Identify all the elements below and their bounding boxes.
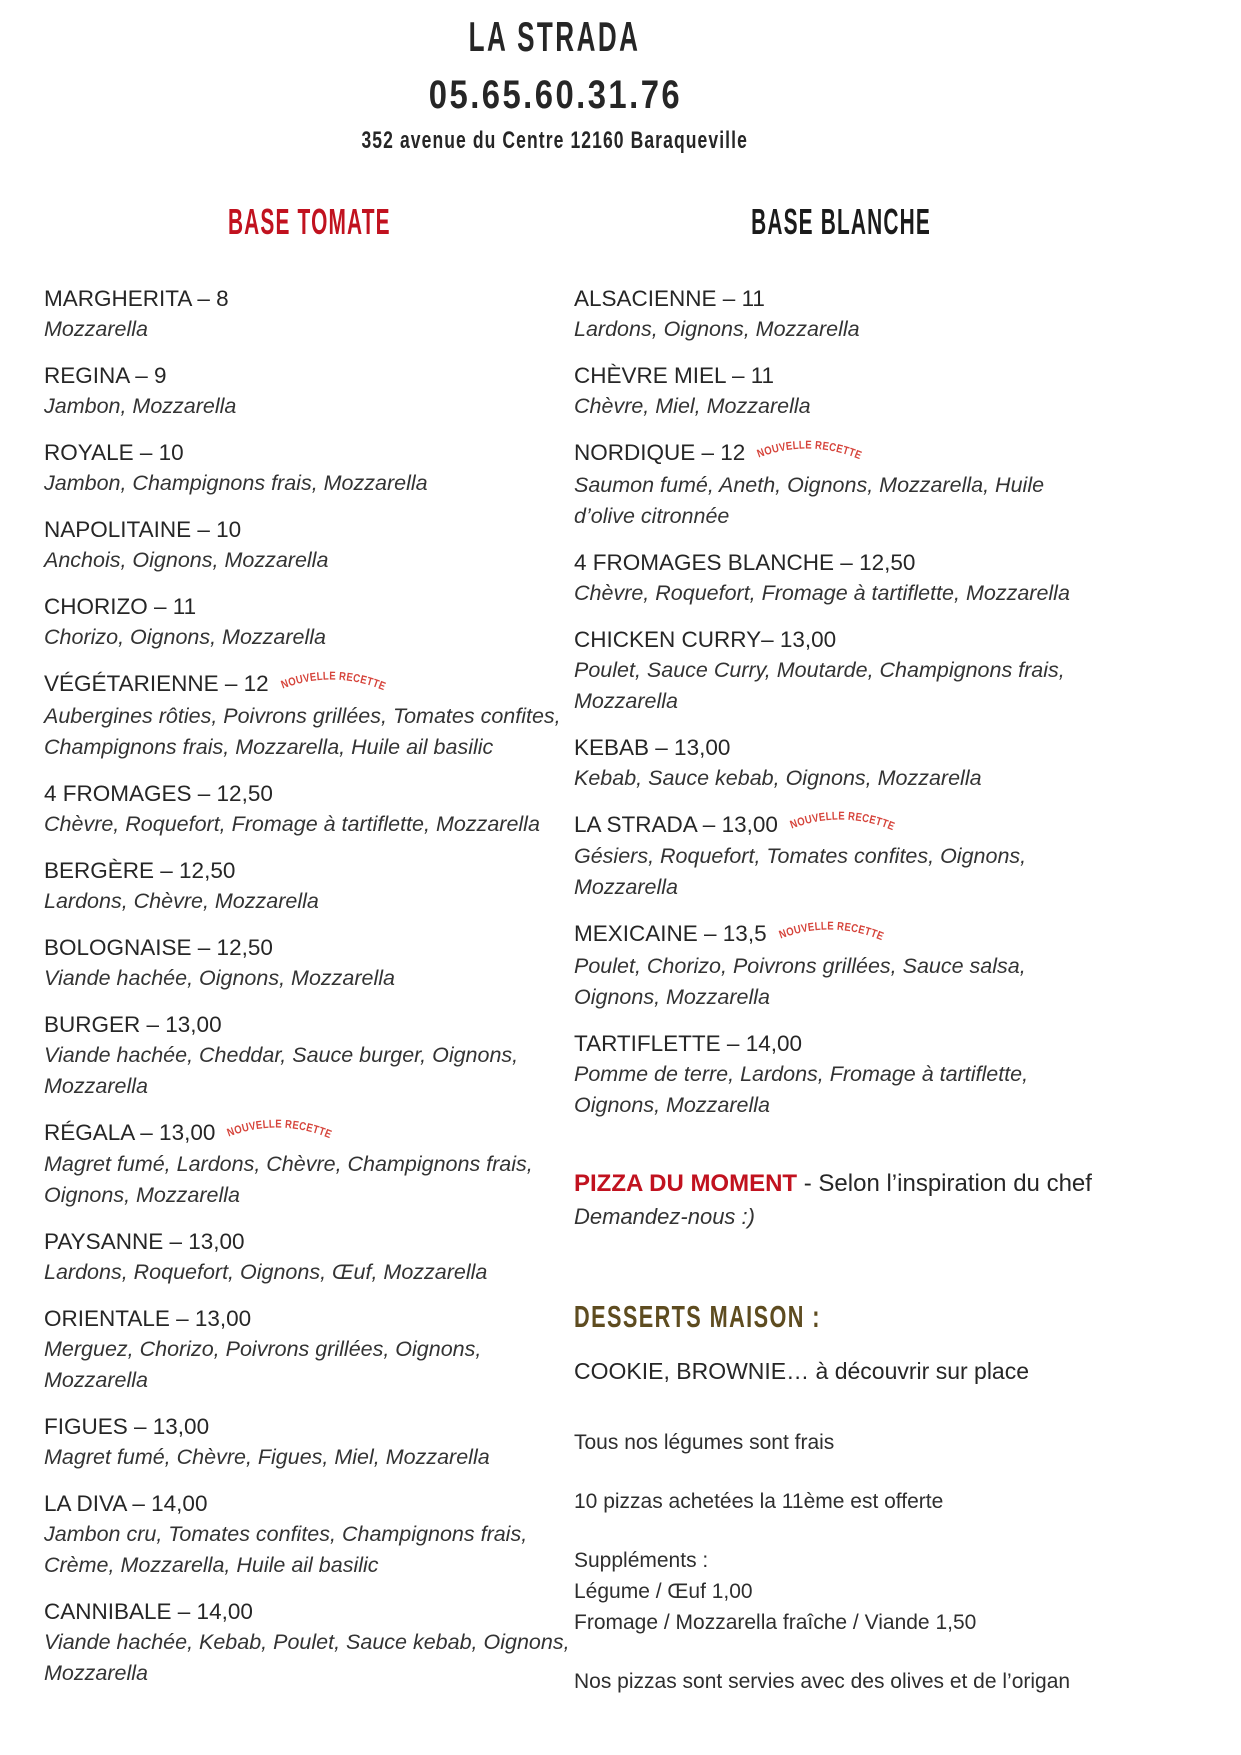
item-title	[44, 1009, 574, 1040]
item-ingredients: Gésiers, Roquefort, Tomates confites, Oignons, Mozzarella	[574, 844, 1027, 900]
menu-item	[574, 437, 1109, 532]
item-name-price: ROYALE – 10	[44, 440, 184, 465]
note-line: Légume / Œuf 1,00	[574, 1579, 753, 1603]
item-name-price: BURGER – 13,00	[44, 1011, 222, 1037]
item-name-price: LA STRADA – 13,00	[574, 811, 778, 837]
menu-item	[574, 624, 1109, 717]
item-name-price: PAYSANNE – 13,00	[44, 1229, 245, 1255]
item-name-price: FIGUES – 13,00	[44, 1414, 210, 1440]
note-line: Tous nos légumes sont frais	[574, 1430, 835, 1454]
item-ingredients: Chèvre, Miel, Mozzarella	[574, 394, 811, 418]
item-ingredients: Lardons, Roquefort, Oignons, Œuf, Mozzarella	[44, 1260, 488, 1285]
item-ingredients: Poulet, Chorizo, Poivrons grillées, Sauce salsa, Oignons, Mozzarella	[574, 953, 1026, 1009]
new-recipe-badge	[279, 665, 392, 696]
item-ingredients: Magret fumé, Chèvre, Figues, Miel, Mozzarella	[44, 1445, 490, 1470]
pizza-du-moment-line	[574, 1167, 1109, 1200]
item-ingredients: Pomme de terre, Lardons, Fromage à tartiflette, Oignons, Mozzarella	[574, 1061, 1029, 1117]
column-heading-base-tomate	[44, 201, 574, 245]
item-name-price: 4 FROMAGES BLANCHE – 12,50	[574, 549, 916, 575]
item-title	[44, 283, 574, 314]
item-title	[44, 437, 574, 468]
item-title	[44, 855, 574, 886]
menu-item	[574, 918, 1109, 1013]
svg-text:NOUVELLE RECETTE: NOUVELLE RECETTE	[777, 920, 886, 944]
item-title	[44, 591, 574, 622]
address-row	[0, 127, 1110, 158]
menu-item	[574, 360, 1109, 422]
note-group	[574, 1545, 1109, 1638]
item-ingredients: Viande hachée, Kebab, Poulet, Sauce kebab, Oignons, Mozzarella	[44, 1630, 570, 1686]
base-tomate-items	[44, 283, 574, 1689]
item-title	[44, 1303, 574, 1334]
item-name-price: BOLOGNAISE – 12,50	[44, 934, 273, 960]
new-recipe-badge	[788, 805, 901, 836]
item-title	[44, 668, 574, 701]
item-title	[574, 732, 1109, 763]
restaurant-name: LA STRADA	[469, 13, 641, 60]
footer-notes	[574, 1427, 1109, 1697]
item-title	[574, 809, 1109, 842]
item-ingredients: Lardons, Oignons, Mozzarella	[574, 317, 860, 341]
menu-item	[44, 437, 574, 499]
item-title	[574, 360, 1109, 391]
menu-item	[44, 360, 574, 422]
item-ingredients: Merguez, Chorizo, Poivrons grillées, Oignons, Mozzarella	[44, 1337, 482, 1393]
item-title	[44, 778, 574, 809]
menu-item	[44, 1226, 574, 1288]
base-tomate-column	[44, 201, 574, 1704]
item-title	[44, 1226, 574, 1257]
menu-item	[44, 778, 574, 840]
menu-item	[574, 547, 1109, 609]
item-ingredients: Magret fumé, Lardons, Chèvre, Champignons frais, Oignons, Mozzarella	[44, 1152, 533, 1208]
base-blanche-column	[574, 201, 1109, 1697]
note-group	[574, 1427, 1109, 1458]
item-title	[44, 1596, 574, 1627]
note-line: 10 pizzas achetées la 11ème est offerte	[574, 1489, 944, 1513]
column-heading-base-tomate-label: BASE TOMATE	[227, 201, 391, 242]
menu-item	[44, 1303, 574, 1396]
menu-item	[574, 1028, 1109, 1121]
item-ingredients: Chèvre, Roquefort, Fromage à tartiflette, Mozzarella	[44, 811, 540, 836]
item-ingredients: Poulet, Sauce Curry, Moutarde, Champignons frais, Mozzarella	[574, 657, 1065, 713]
menu-item	[574, 809, 1109, 904]
item-name-price: NORDIQUE – 12	[574, 440, 746, 465]
desserts-heading-label: DESSERTS MAISON :	[574, 1298, 821, 1334]
new-recipe-badge	[755, 434, 868, 465]
item-name-price: CHÈVRE MIEL – 11	[574, 363, 775, 388]
item-title	[574, 624, 1109, 655]
item-name-price: RÉGALA – 13,00	[44, 1119, 216, 1145]
item-name-price: TARTIFLETTE – 14,00	[574, 1030, 802, 1056]
item-name-price: CHICKEN CURRY– 13,00	[574, 626, 837, 652]
svg-text:NOUVELLE RECETTE: NOUVELLE RECETTE	[226, 1118, 335, 1142]
item-ingredients: Kebab, Sauce kebab, Oignons, Mozzarella	[574, 765, 982, 790]
desserts-heading	[574, 1299, 1109, 1339]
restaurant-name-row	[0, 12, 1110, 72]
item-name-price: VÉGÉTARIENNE – 12	[44, 671, 269, 696]
menu-item	[44, 1411, 574, 1473]
menu-item	[44, 932, 574, 994]
item-ingredients: Lardons, Chèvre, Mozzarella	[44, 888, 319, 913]
item-title	[574, 437, 1109, 470]
item-name-price: REGINA – 9	[44, 363, 167, 388]
base-blanche-items	[574, 283, 1109, 1121]
menu-item	[44, 1488, 574, 1581]
item-ingredients: Aubergines rôties, Poivrons grillées, Tomates confites, Champignons frais, Mozzarella, Huile ail basilic	[44, 703, 561, 759]
item-name-price: KEBAB – 13,00	[574, 734, 731, 760]
menu-columns	[0, 201, 1241, 1704]
menu-item	[44, 1596, 574, 1689]
pizza-du-moment	[574, 1167, 1109, 1233]
pizza-du-moment-label: PIZZA DU MOMENT	[574, 1169, 798, 1197]
menu-item	[44, 1009, 574, 1102]
item-ingredients: Viande hachée, Oignons, Mozzarella	[44, 965, 395, 990]
item-ingredients: Jambon, Champignons frais, Mozzarella	[44, 471, 428, 495]
item-name-price: CHORIZO – 11	[44, 594, 197, 619]
item-name-price: MARGHERITA – 8	[44, 286, 229, 311]
address: 352 avenue du Centre 12160 Baraqueville	[361, 127, 749, 154]
pizza-du-moment-text: - Selon l’inspiration du chef	[797, 1169, 1092, 1197]
desserts-line: COOKIE, BROWNIE… à découvrir sur place	[574, 1357, 1030, 1384]
pizza-du-moment-note: Demandez-nous :)	[574, 1203, 755, 1229]
item-ingredients: Viande hachée, Cheddar, Sauce burger, Oignons, Mozzarella	[44, 1042, 519, 1098]
item-ingredients: Saumon fumé, Aneth, Oignons, Mozzarella, Huile d’olive citronnée	[574, 472, 1045, 528]
item-title	[574, 918, 1109, 951]
item-ingredients: Chorizo, Oignons, Mozzarella	[44, 625, 327, 649]
item-title	[44, 1117, 574, 1150]
item-ingredients: Jambon cru, Tomates confites, Champignons frais, Crème, Mozzarella, Huile ail basilic	[44, 1522, 528, 1578]
column-heading-base-blanche	[574, 201, 1109, 245]
note-line: Nos pizzas sont servies avec des olives et de l’origan	[574, 1669, 1071, 1693]
item-name-price: MEXICAINE – 13,5	[574, 921, 767, 947]
item-ingredients: Mozzarella	[44, 317, 148, 341]
new-recipe-badge	[777, 915, 890, 946]
menu-item	[574, 283, 1109, 345]
menu-item	[44, 283, 574, 345]
item-ingredients: Anchois, Oignons, Mozzarella	[44, 548, 329, 572]
phone-row	[0, 72, 1110, 127]
item-title	[44, 360, 574, 391]
new-recipe-badge	[225, 1113, 338, 1144]
svg-text:NOUVELLE RECETTE: NOUVELLE RECETTE	[755, 439, 865, 463]
item-ingredients: Chèvre, Roquefort, Fromage à tartiflette, Mozzarella	[574, 580, 1070, 605]
svg-text:NOUVELLE RECETTE: NOUVELLE RECETTE	[279, 670, 389, 694]
menu-item	[574, 732, 1109, 794]
item-name-price: NAPOLITAINE – 10	[44, 517, 242, 542]
item-name-price: ALSACIENNE – 11	[574, 286, 765, 311]
item-name-price: CANNIBALE – 14,00	[44, 1599, 253, 1625]
menu-item	[44, 514, 574, 576]
menu-item	[44, 591, 574, 653]
note-group	[574, 1486, 1109, 1517]
item-title	[44, 932, 574, 963]
item-title	[44, 1411, 574, 1442]
item-title	[574, 547, 1109, 578]
item-name-price: ORIENTALE – 13,00	[44, 1306, 252, 1332]
item-title	[574, 283, 1109, 314]
menu-header	[0, 12, 1110, 158]
note-group	[574, 1666, 1109, 1697]
item-name-price: 4 FROMAGES – 12,50	[44, 780, 273, 806]
note-line: Fromage / Mozzarella fraîche / Viande 1,50	[574, 1610, 977, 1634]
item-name-price: BERGÈRE – 12,50	[44, 857, 236, 883]
menu-item	[44, 668, 574, 763]
note-line: Suppléments :	[574, 1548, 709, 1572]
item-ingredients: Jambon, Mozzarella	[44, 394, 237, 418]
column-heading-base-blanche-label: BASE BLANCHE	[751, 201, 932, 242]
item-title	[44, 514, 574, 545]
item-title	[574, 1028, 1109, 1059]
phone-number: 05.65.60.31.76	[428, 73, 682, 117]
menu-item	[44, 855, 574, 917]
item-title	[44, 1488, 574, 1519]
item-name-price: LA DIVA – 14,00	[44, 1491, 208, 1517]
svg-text:NOUVELLE RECETTE: NOUVELLE RECETTE	[788, 810, 898, 834]
menu-item	[44, 1117, 574, 1212]
